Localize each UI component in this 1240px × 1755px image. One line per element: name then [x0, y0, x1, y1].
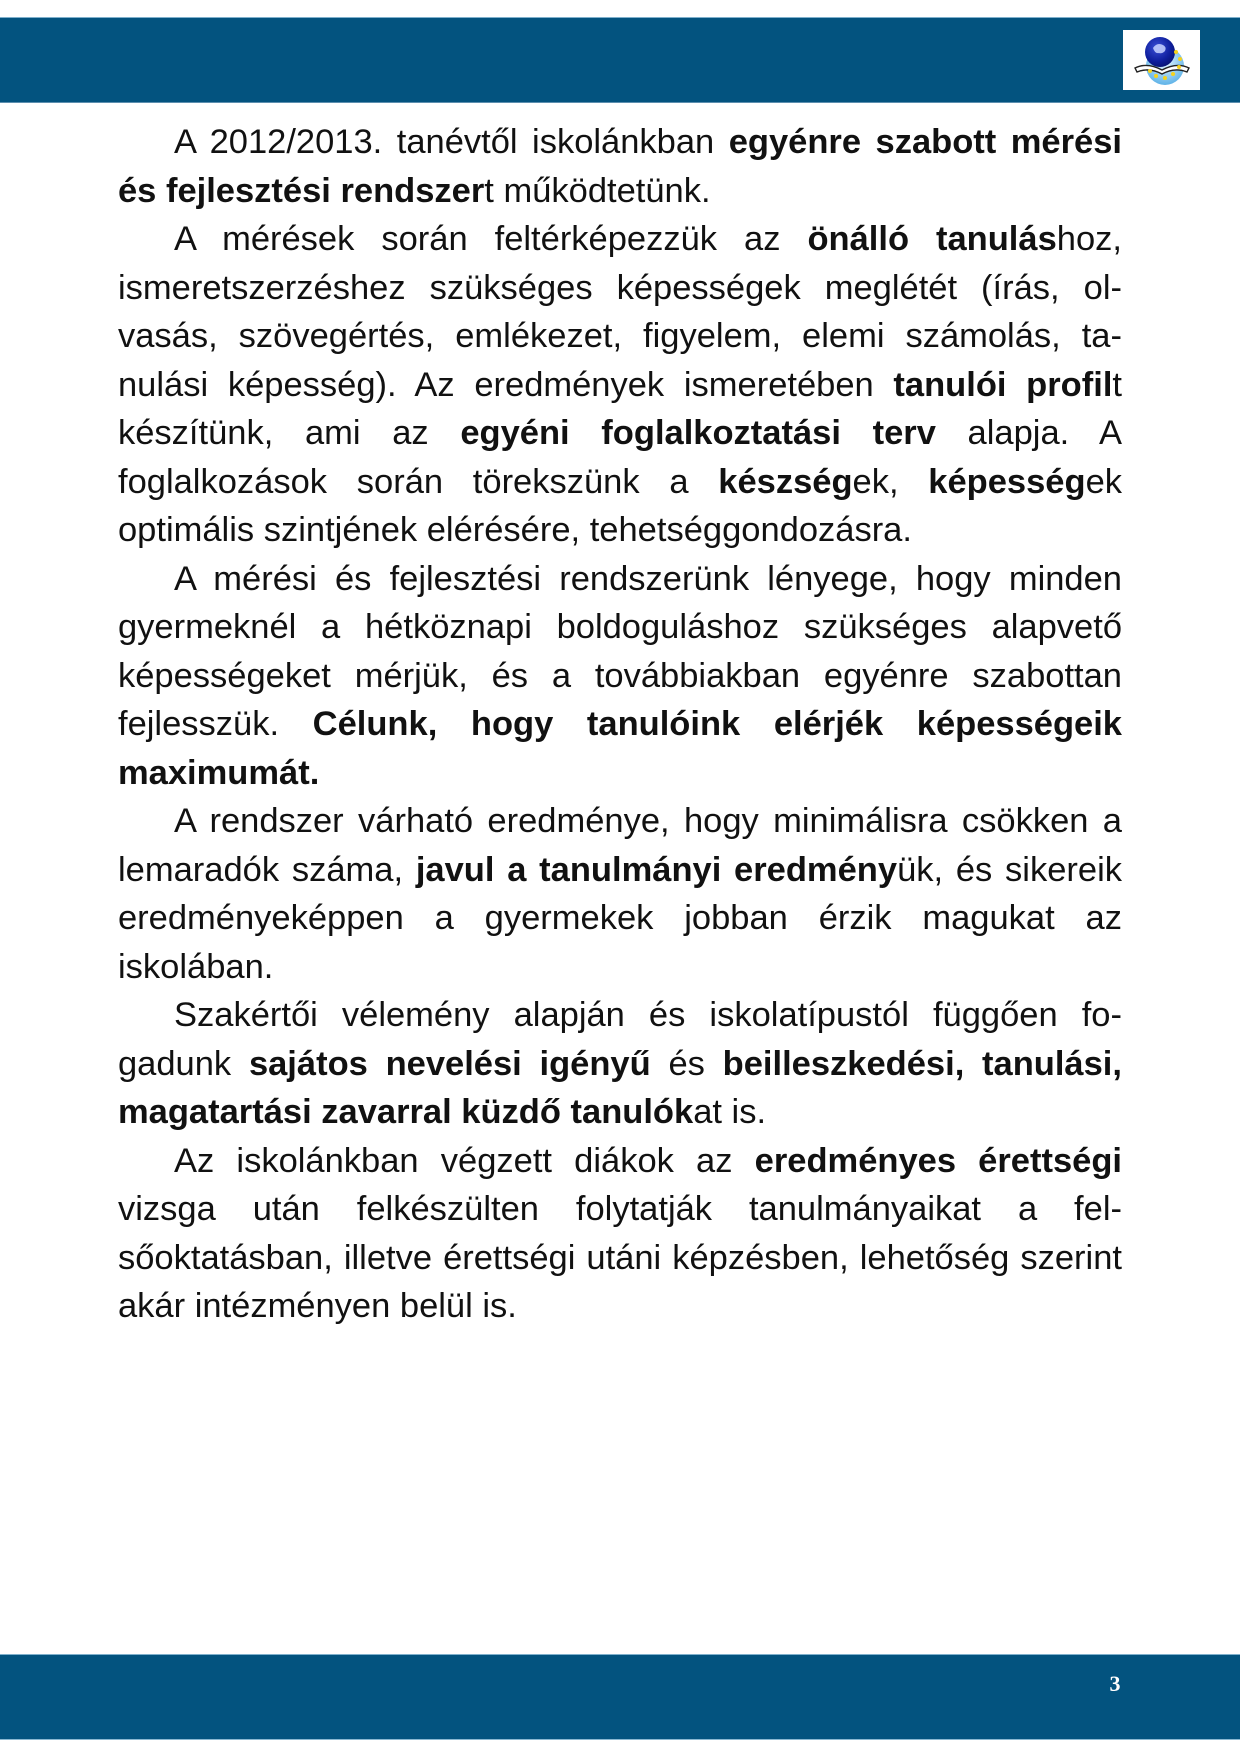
text-segment: Szakértői vélemény alapján és iskolatípustól függően fogadunk — [118, 996, 1122, 1083]
paragraph — [118, 991, 1122, 1137]
bold-text-segment: eredményes érettségi — [754, 1141, 1122, 1180]
text-segment: Az iskolánkban végzett diákok az — [174, 1141, 755, 1180]
text-segment: ük, és sikereik eredményeképpen a gyermekek jobban érzik magukat az iskolában. — [118, 850, 1123, 986]
text-segment: A mérések során feltérképezzük az — [174, 220, 808, 258]
paragraph — [118, 797, 1122, 991]
footer-band — [0, 1654, 1240, 1740]
text-segment: A rendszer várható eredménye, hogy minimálisra csökken a lemaradók száma, — [118, 802, 1122, 889]
page-number: 3 — [1109, 1671, 1121, 1696]
bold-text-segment: önálló tanulás — [807, 220, 1057, 258]
bold-text-segment: beilleszkedési, tanulási, magatartási zavarral küzdő tanulók — [118, 1044, 1122, 1131]
text-segment: ek optimális szintjének elérésére, tehetséggondozásra. — [118, 462, 1122, 549]
bold-text-segment: sajátos nevelési igényű — [248, 1044, 651, 1083]
text-segment: t működtetünk. — [484, 171, 711, 210]
text-segment: és — [650, 1044, 723, 1083]
text-segment: vizsga után felkészülten folytatják tanulmányaikat a felsőoktatásban, illetve érettségi utáni képzésben, lehetőség szerint akár intézményen belül is. — [118, 1190, 1122, 1325]
paragraph — [118, 555, 1122, 798]
header-band — [0, 17, 1240, 103]
text-segment: ek, — [852, 462, 929, 501]
bold-text-segment: egyénre szabott mérési és fejlesztési rendszer — [118, 123, 1122, 210]
paragraph — [118, 1137, 1122, 1331]
bold-text-segment: készség — [718, 462, 853, 501]
text-segment: at is. — [693, 1093, 767, 1131]
paragraph — [118, 215, 1122, 555]
europe-globe-open-book-icon — [1129, 32, 1195, 88]
text-segment: A mérési és fejlesztési rendszerünk lényege, hogy minden gyermeknél a hétköznapi boldoguláshoz szükséges alapvető képességeket mérjük, és a továbbiakban egyénre szabottan fejlesszük. — [118, 559, 1122, 743]
text-segment: A 2012/2013. tanévtől iskolánkban — [174, 123, 729, 161]
text-segment: t készítünk, ami az — [118, 365, 1123, 452]
text-segment: alapja. A foglalkozások során törekszünk a — [118, 414, 1122, 501]
school-logo — [1123, 30, 1200, 90]
text-segment: hoz, ismeretszerzéshez szükséges képességek meglétét (írás, olvasás, szövegértés, emlékezet, figyelem, elemi számolás, tanulási képesség). Az eredmények ismeretében — [118, 220, 1122, 404]
document-body — [118, 118, 1122, 1331]
bold-text-segment: képesség — [928, 462, 1086, 501]
bold-text-segment: tanulói profil — [893, 365, 1113, 404]
bold-text-segment: egyéni foglalkoztatási terv — [460, 414, 936, 452]
bold-text-segment: Célunk, hogy tanulóink elérjék képességeik maximumát. — [118, 705, 1122, 792]
paragraph — [118, 118, 1122, 215]
bold-text-segment: javul a tanulmányi eredmény — [415, 850, 898, 889]
